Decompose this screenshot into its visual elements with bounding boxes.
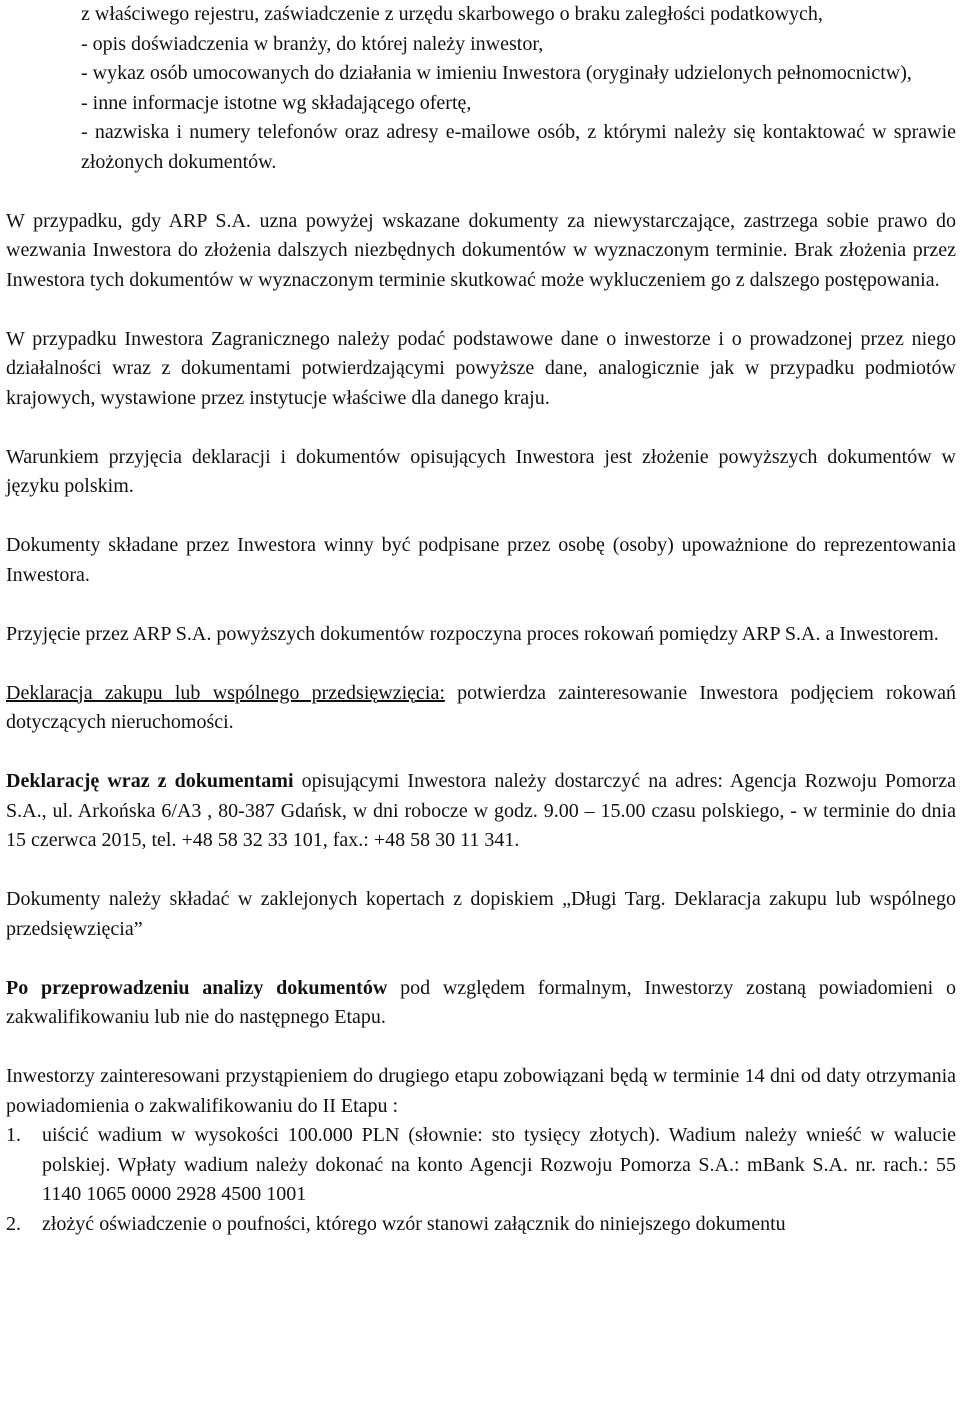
list-number: 2. bbox=[6, 1212, 21, 1235]
list-item bbox=[6, 1121, 956, 1210]
delivery-heading: Deklarację wraz z dokumentami bbox=[6, 770, 294, 792]
list-item: - nazwiska i numery telefonów oraz adresy e-mailowe osób, z którymi należy się kontaktować w sprawie złożonych dokumentów. bbox=[81, 121, 956, 173]
list-text: uiścić wadium w wysokości 100.000 PLN (słownie: sto tysięcy złotych). Wadium należy wnieść w walucie polskiej. Wpłaty wadium należy dokonać na konto Agencji Rozwoju Pomorza S.A.: mBank S.A. nr. rach.: 55 1140 1065 0000 2928 4500 1001 bbox=[42, 1124, 956, 1205]
paragraph-envelope-note: Dokumenty należy składać w zaklejonych kopertach z dopiskiem „Długi Targ. Deklaracja zakupu lub wspólnego przedsięwzięcia” bbox=[6, 888, 956, 940]
paragraph-delivery-address bbox=[6, 767, 956, 856]
paragraph-signature-requirement: Dokumenty składane przez Inwestora winny być podpisane przez osobę (osoby) upoważnione do reprezentowania Inwestora. bbox=[6, 534, 956, 586]
delivery-text: opisującymi Inwestora należy dostarczyć na adres: Agencja Rozwoju Pomorza S.A., ul. Arkońska 6/A3 , 80-387 Gdańsk, w dni robocze w godz. 9.00 – 15.00 czasu polskiego, - w terminie do dnia 15 czerwca 2015, tel. +48 58 32 33 101, fax.: +48 58 30 11 341. bbox=[6, 770, 956, 851]
analysis-heading: Po przeprowadzeniu analizy dokumentów bbox=[6, 976, 388, 999]
paragraph-analysis bbox=[6, 974, 956, 1033]
list-item: - opis doświadczenia w branży, do której należy inwestor, bbox=[81, 32, 544, 55]
paragraph-language-requirement: Warunkiem przyjęcia deklaracji i dokumentów opisujących Inwestora jest złożenie powyższych dokumentów w języku polskim. bbox=[6, 445, 956, 497]
list-item: z właściwego rejestru, zaświadczenie z urzędu skarbowego o braku zaległości podatkowych, bbox=[81, 3, 823, 25]
declaration-heading: Deklaracja zakupu lub wspólnego przedsięwzięcia: bbox=[6, 681, 445, 704]
list-item bbox=[6, 1210, 956, 1240]
document-page bbox=[6, 0, 956, 1239]
paragraph-foreign-investor: W przypadku Inwestora Zagranicznego należy podać podstawowe dane o inwestorze i o prowadzonej przez niego działalności wraz z dokumentami potwierdzającymi powyższe dane, analogicznie jak w przypadku podmiotów krajowych, wystawione przez instytucje właściwe dla danego kraju. bbox=[6, 327, 956, 409]
list-item: - inne informacje istotne wg składającego ofertę, bbox=[81, 91, 472, 114]
paragraph-second-stage: Inwestorzy zainteresowani przystąpieniem do drugiego etapu zobowiązani będą w terminie 14 dni od daty otrzymania powiadomienia o zakwalifikowaniu do II Etapu : bbox=[6, 1065, 956, 1117]
second-stage-list bbox=[6, 1121, 956, 1239]
required-documents-list bbox=[6, 0, 956, 177]
paragraph-insufficient-documents: W przypadku, gdy ARP S.A. uzna powyżej wskazane dokumenty za niewystarczające, zastrzega sobie prawo do wezwania Inwestora do złożenia dalszych niezbędnych dokumentów w wyznaczonym terminie. Brak złożenia przez Inwestora tych dokumentów w wyznaczonym terminie skutkować może wykluczeniem go z dalszego postępowania. bbox=[6, 209, 956, 291]
list-number: 1. bbox=[6, 1124, 21, 1146]
analysis-text: pod względem formalnym, Inwestorzy zostaną powiadomieni o zakwalifikowaniu lub nie do następnego Etapu. bbox=[6, 976, 956, 1028]
paragraph-negotiation-start: Przyjęcie przez ARP S.A. powyższych dokumentów rozpoczyna proces rokowań pomiędzy ARP S.A. a Inwestorem. bbox=[6, 622, 939, 645]
list-item: - wykaz osób umocowanych do działania w imieniu Inwestora (oryginały udzielonych pełnomocnictw), bbox=[81, 62, 912, 84]
declaration-text: potwierdza zainteresowanie Inwestora podjęciem rokowań dotyczących nieruchomości. bbox=[6, 681, 956, 733]
paragraph-declaration bbox=[6, 679, 956, 738]
list-text: złożyć oświadczenie o poufności, którego wzór stanowi załącznik do niniejszego dokumentu bbox=[42, 1212, 786, 1235]
